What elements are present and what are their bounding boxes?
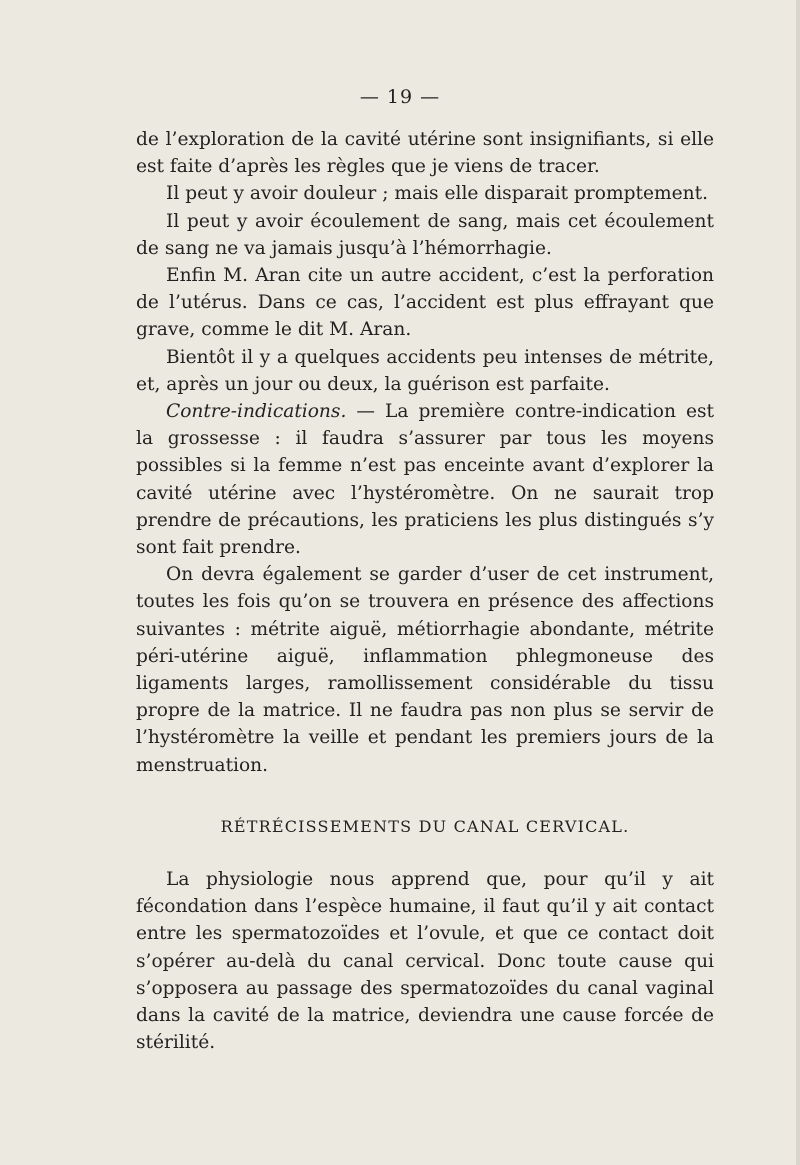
paragraph-ecoulement: Il peut y avoir écoulement de sang, mais cet écoulement de sang ne va jamais jusqu’à l’hémorrhagie. (136, 210, 714, 259)
paragraph-metrite: Bientôt il y a quelques accidents peu intenses de métrite, et, après un jour ou deux, la guérison est parfaite. (136, 346, 714, 395)
paragraph-physiologie: La physiologie nous apprend que, pour qu’il y ait fécondation dans l’espèce humaine, il faut qu’il y ait contact entre les spermatozoïdes et l’ovule, et que ce contact doit s’opérer au-delà du canal cervical. Donc toute cause qui s’opposera au passage des spermatozoïdes du canal vaginal dans la cavité de la matrice, deviendra une cause forcée de stérilité. (136, 869, 714, 1054)
paragraph-perforation: Enfin M. Aran cite un autre accident, c’est la perforation de l’utérus. Dans ce cas, l’accident est plus effrayant que grave, comme le dit M. Aran. (136, 265, 714, 341)
contre-indications-text: — La première contre-indication est la grossesse : il faudra s’assurer par tous les moyens possibles si la femme n’est pas enceinte avant d’explorer la cavité utérine avec l’hystéromètre. On ne saurait trop prendre de précautions, les praticiens les plus distingués s’y sont fait prendre. (136, 401, 714, 559)
paragraph-affections: On devra également se garder d’user de cet instrument, toutes les fois qu’on se trouvera en présence des affections suivantes : métrite aiguë, métiorrhagie abondante, métrite péri-utérine aiguë, inflammation phlegmoneuse des ligaments larges, ramollissement considérable du tissu propre de la matrice. Il ne faudra pas non plus se servir de l’hystéromètre la veille et pendant les premiers jours de la menstruation. (136, 564, 714, 776)
paragraph-douleur: Il peut y avoir douleur ; mais elle disparait promptement. (166, 183, 708, 205)
paragraph-continuation: de l’exploration de la cavité utérine sont insignifiants, si elle est faite d’après les règles que je viens de tracer. (136, 129, 714, 178)
body-text (136, 126, 714, 1057)
page-number: — 19 — (359, 86, 441, 108)
page-edge (796, 0, 800, 1165)
paragraph-contre-indications (136, 398, 714, 561)
section-heading: RÉTRÉCISSEMENTS DU CANAL CERVICAL. (220, 816, 630, 836)
contre-indications-label: Contre-indications. (166, 401, 347, 423)
